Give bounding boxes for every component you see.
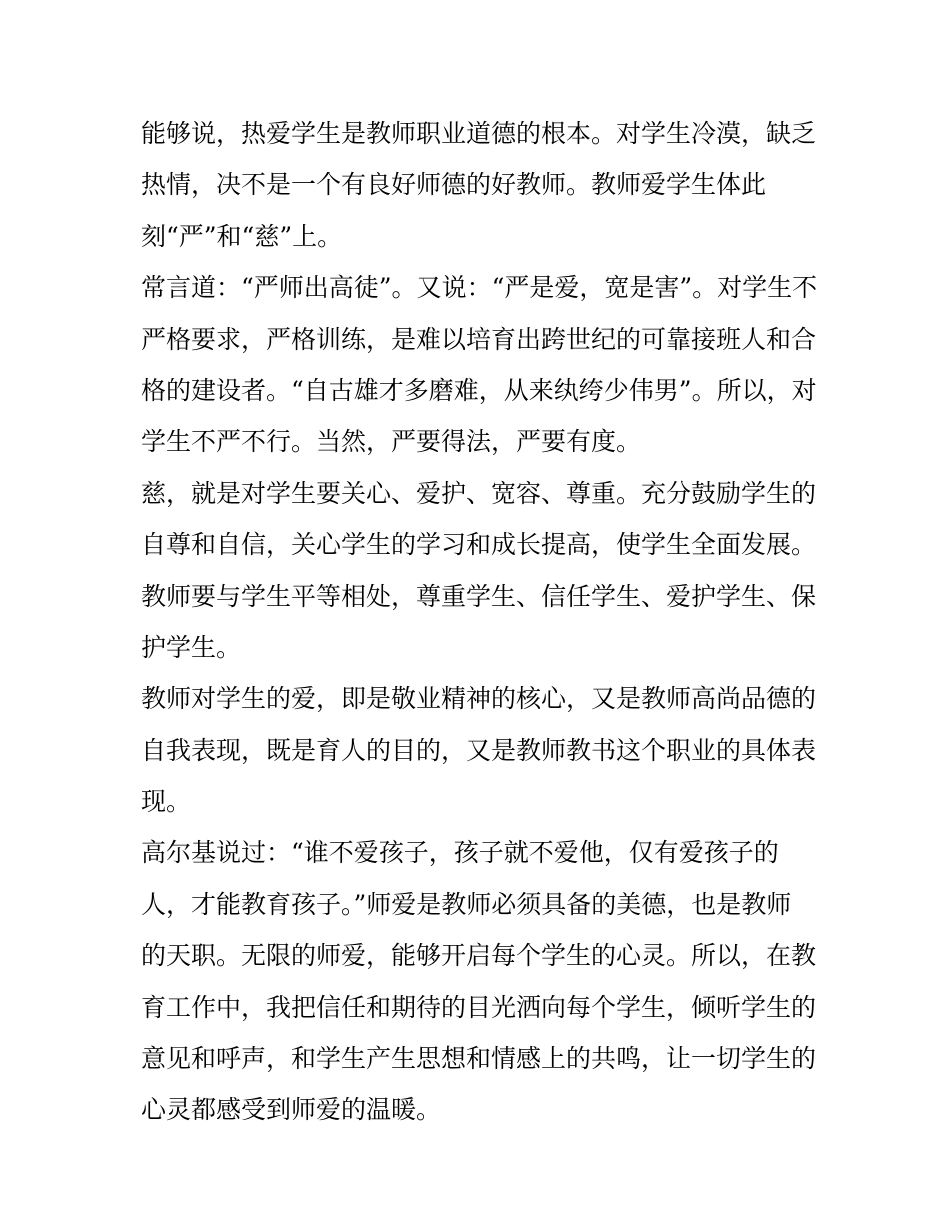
text-line: 严格要求，严格训练，是难以培育出跨世纪的可靠接班人和合 — [141, 324, 817, 354]
text-line: 学生不严不行。当然，严要得法，严要有度。 — [141, 427, 642, 457]
text-line: 热情，决不是一个有良好师德的好教师。教师爱学生体此 — [141, 170, 767, 200]
text-line: 常言道：“严师出高徒”。又说：“严是爱，宽是害”。对学生不 — [141, 273, 818, 303]
text-line: 高尔基说过：“谁不爱孩子，孩子就不爱他，仅有爱孩子的 — [141, 838, 779, 868]
text-line: 慈，就是对学生要关心、爱护、宽容、尊重。充分鼓励学生的 — [141, 478, 817, 508]
text-line: 自尊和自信，关心学生的学习和成长提高，使学生全面发展。 — [141, 530, 817, 560]
text-line: 的天职。无限的师爱，能够开启每个学生的心灵。所以，在教 — [141, 941, 817, 971]
text-line: 格的建设者。“自古雄才多磨难，从来纨绔少伟男”。所以，对 — [141, 375, 817, 405]
text-line: 心灵都感受到师爱的温暖。 — [141, 1095, 442, 1125]
text-line: 意见和呼声，和学生产生思想和情感上的共鸣，让一切学生的 — [141, 1044, 817, 1074]
text-line: 现。 — [141, 787, 192, 817]
text-line: 育工作中，我把信任和期待的目光洒向每个学生，倾听学生的 — [141, 992, 817, 1022]
text-line: 人，才能教育孩子。”师爱是教师必须具备的美德，也是教师 — [141, 889, 792, 919]
document-body — [141, 108, 821, 1136]
text-line: 教师对学生的爱，即是敬业精神的核心，又是教师高尚品德的 — [141, 684, 817, 714]
text-line: 刻“严”和“慈”上。 — [141, 221, 343, 251]
text-line: 教师要与学生平等相处，尊重学生、信任学生、爱护学生、保 — [141, 581, 817, 611]
text-line: 能够说，热爱学生是教师职业道德的根本。对学生冷漠，缺乏 — [141, 119, 817, 148]
text-line: 自我表现，既是育人的目的，又是教师教书这个职业的具体表 — [141, 735, 817, 765]
text-line: 护学生。 — [141, 632, 242, 662]
